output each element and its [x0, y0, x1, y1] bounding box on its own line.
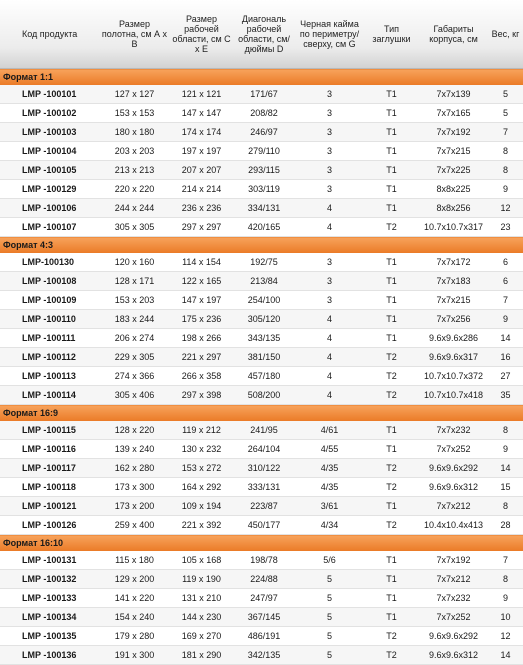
section-title: Формат 4:3	[0, 237, 523, 254]
canvas-size-cell: 153 x 203	[99, 291, 170, 310]
black-border-cell: 5	[295, 627, 364, 646]
case-dimensions-cell: 9.6x9.6x292	[419, 459, 488, 478]
diagonal-cell: 213/84	[233, 272, 295, 291]
weight-cell: 8	[488, 142, 523, 161]
cap-type-cell: T1	[364, 199, 419, 218]
black-border-cell: 4/35	[295, 478, 364, 497]
product-code-cell: LMP-100130	[0, 253, 99, 272]
case-dimensions-cell: 7x7x215	[419, 291, 488, 310]
cap-type-cell: T2	[364, 478, 419, 497]
canvas-size-cell: 305 x 305	[99, 218, 170, 237]
work-area-cell: 221 x 392	[170, 516, 233, 535]
diagonal-cell: 310/122	[233, 459, 295, 478]
table-row	[0, 329, 523, 348]
diagonal-cell: 367/145	[233, 608, 295, 627]
work-area-cell: 105 x 168	[170, 551, 233, 570]
case-dimensions-cell: 7x7x183	[419, 272, 488, 291]
black-border-cell: 3	[295, 291, 364, 310]
product-code-cell: LMP -100116	[0, 440, 99, 459]
weight-cell: 28	[488, 516, 523, 535]
work-area-cell: 164 x 292	[170, 478, 233, 497]
section-header-row	[0, 535, 523, 552]
header-case-dimensions: Габариты корпуса, см	[419, 0, 488, 69]
product-code-cell: LMP -100134	[0, 608, 99, 627]
diagonal-cell: 293/115	[233, 161, 295, 180]
weight-cell: 7	[488, 123, 523, 142]
work-area-cell: 214 x 214	[170, 180, 233, 199]
black-border-cell: 3	[295, 142, 364, 161]
case-dimensions-cell: 9.6x9.6x312	[419, 478, 488, 497]
weight-cell: 9	[488, 589, 523, 608]
black-border-cell: 5	[295, 570, 364, 589]
diagonal-cell: 171/67	[233, 85, 295, 104]
product-code-cell: LMP -100133	[0, 589, 99, 608]
product-code-cell: LMP -100118	[0, 478, 99, 497]
table-row	[0, 348, 523, 367]
black-border-cell: 4	[295, 367, 364, 386]
canvas-size-cell: 274 x 366	[99, 367, 170, 386]
table-row	[0, 497, 523, 516]
case-dimensions-cell: 7x7x192	[419, 551, 488, 570]
diagonal-cell: 246/97	[233, 123, 295, 142]
diagonal-cell: 333/131	[233, 478, 295, 497]
weight-cell: 14	[488, 459, 523, 478]
work-area-cell: 144 x 230	[170, 608, 233, 627]
weight-cell: 10	[488, 608, 523, 627]
canvas-size-cell: 220 x 220	[99, 180, 170, 199]
cap-type-cell: T1	[364, 142, 419, 161]
weight-cell: 16	[488, 348, 523, 367]
work-area-cell: 119 x 190	[170, 570, 233, 589]
weight-cell: 7	[488, 551, 523, 570]
product-code-cell: LMP -100115	[0, 421, 99, 440]
cap-type-cell: T2	[364, 646, 419, 665]
weight-cell: 8	[488, 421, 523, 440]
canvas-size-cell: 259 x 400	[99, 516, 170, 535]
work-area-cell: 221 x 297	[170, 348, 233, 367]
case-dimensions-cell: 7x7x256	[419, 310, 488, 329]
work-area-cell: 130 x 232	[170, 440, 233, 459]
case-dimensions-cell: 9.6x9.6x312	[419, 646, 488, 665]
case-dimensions-cell: 7x7x165	[419, 104, 488, 123]
product-code-cell: LMP -100105	[0, 161, 99, 180]
table-row	[0, 516, 523, 535]
table-row	[0, 459, 523, 478]
table-row	[0, 310, 523, 329]
weight-cell: 6	[488, 272, 523, 291]
black-border-cell: 3	[295, 272, 364, 291]
cap-type-cell: T1	[364, 291, 419, 310]
weight-cell: 6	[488, 253, 523, 272]
cap-type-cell: T1	[364, 421, 419, 440]
diagonal-cell: 224/88	[233, 570, 295, 589]
work-area-cell: 122 x 165	[170, 272, 233, 291]
section-header-row	[0, 405, 523, 422]
product-code-cell: LMP -100114	[0, 386, 99, 405]
case-dimensions-cell: 7x7x212	[419, 497, 488, 516]
canvas-size-cell: 213 x 213	[99, 161, 170, 180]
case-dimensions-cell: 10.7x10.7x418	[419, 386, 488, 405]
product-code-cell: LMP -100135	[0, 627, 99, 646]
weight-cell: 7	[488, 291, 523, 310]
black-border-cell: 3	[295, 180, 364, 199]
case-dimensions-cell: 7x7x232	[419, 589, 488, 608]
work-area-cell: 147 x 147	[170, 104, 233, 123]
weight-cell: 8	[488, 570, 523, 589]
product-code-cell: LMP -100132	[0, 570, 99, 589]
cap-type-cell: T1	[364, 497, 419, 516]
diagonal-cell: 241/95	[233, 421, 295, 440]
product-code-cell: LMP -100129	[0, 180, 99, 199]
work-area-cell: 121 x 121	[170, 85, 233, 104]
header-canvas-size: Размер полотна, см А х В	[99, 0, 170, 69]
weight-cell: 9	[488, 440, 523, 459]
case-dimensions-cell: 8x8x256	[419, 199, 488, 218]
cap-type-cell: T1	[364, 570, 419, 589]
table-row	[0, 142, 523, 161]
product-code-cell: LMP -100103	[0, 123, 99, 142]
work-area-cell: 169 x 270	[170, 627, 233, 646]
work-area-cell: 153 x 272	[170, 459, 233, 478]
product-code-cell: LMP -100104	[0, 142, 99, 161]
section-title: Формат 16:9	[0, 405, 523, 422]
case-dimensions-cell: 7x7x212	[419, 570, 488, 589]
table-row	[0, 291, 523, 310]
canvas-size-cell: 162 x 280	[99, 459, 170, 478]
work-area-cell: 174 x 174	[170, 123, 233, 142]
black-border-cell: 4/34	[295, 516, 364, 535]
table-row	[0, 421, 523, 440]
canvas-size-cell: 173 x 200	[99, 497, 170, 516]
canvas-size-cell: 154 x 240	[99, 608, 170, 627]
weight-cell: 14	[488, 646, 523, 665]
weight-cell: 5	[488, 85, 523, 104]
black-border-cell: 3	[295, 253, 364, 272]
product-code-cell: LMP -100110	[0, 310, 99, 329]
cap-type-cell: T1	[364, 253, 419, 272]
canvas-size-cell: 141 x 220	[99, 589, 170, 608]
table-row	[0, 367, 523, 386]
table-row	[0, 478, 523, 497]
table-row	[0, 218, 523, 237]
section-title: Формат 1:1	[0, 69, 523, 86]
diagonal-cell: 305/120	[233, 310, 295, 329]
black-border-cell: 4	[295, 329, 364, 348]
work-area-cell: 198 x 266	[170, 329, 233, 348]
canvas-size-cell: 128 x 220	[99, 421, 170, 440]
diagonal-cell: 198/78	[233, 551, 295, 570]
cap-type-cell: T1	[364, 608, 419, 627]
work-area-cell: 175 x 236	[170, 310, 233, 329]
case-dimensions-cell: 7x7x232	[419, 421, 488, 440]
table-row	[0, 123, 523, 142]
case-dimensions-cell: 9.6x9.6x292	[419, 627, 488, 646]
cap-type-cell: T2	[364, 348, 419, 367]
canvas-size-cell: 115 x 180	[99, 551, 170, 570]
diagonal-cell: 247/97	[233, 589, 295, 608]
weight-cell: 12	[488, 199, 523, 218]
product-code-cell: LMP -100107	[0, 218, 99, 237]
diagonal-cell: 486/191	[233, 627, 295, 646]
product-code-cell: LMP -100106	[0, 199, 99, 218]
diagonal-cell: 254/100	[233, 291, 295, 310]
cap-type-cell: T2	[364, 386, 419, 405]
cap-type-cell: T1	[364, 272, 419, 291]
canvas-size-cell: 305 x 406	[99, 386, 170, 405]
cap-type-cell: T1	[364, 85, 419, 104]
cap-type-cell: T2	[364, 627, 419, 646]
black-border-cell: 4	[295, 348, 364, 367]
diagonal-cell: 450/177	[233, 516, 295, 535]
canvas-size-cell: 203 x 203	[99, 142, 170, 161]
cap-type-cell: T1	[364, 310, 419, 329]
diagonal-cell: 508/200	[233, 386, 295, 405]
diagonal-cell: 303/119	[233, 180, 295, 199]
black-border-cell: 3	[295, 123, 364, 142]
table-row	[0, 386, 523, 405]
header-cap-type: Тип заглушки	[364, 0, 419, 69]
canvas-size-cell: 129 x 200	[99, 570, 170, 589]
product-code-cell: LMP -100111	[0, 329, 99, 348]
black-border-cell: 5	[295, 608, 364, 627]
work-area-cell: 236 x 236	[170, 199, 233, 218]
product-code-cell: LMP -100112	[0, 348, 99, 367]
cap-type-cell: T1	[364, 161, 419, 180]
case-dimensions-cell: 10.7x10.7x317	[419, 218, 488, 237]
case-dimensions-cell: 7x7x139	[419, 85, 488, 104]
case-dimensions-cell: 7x7x215	[419, 142, 488, 161]
product-code-cell: LMP -100121	[0, 497, 99, 516]
work-area-cell: 207 x 207	[170, 161, 233, 180]
case-dimensions-cell: 9.6x9.6x286	[419, 329, 488, 348]
black-border-cell: 4/35	[295, 459, 364, 478]
canvas-size-cell: 244 x 244	[99, 199, 170, 218]
black-border-cell: 3/61	[295, 497, 364, 516]
diagonal-cell: 420/165	[233, 218, 295, 237]
product-code-cell: LMP -100117	[0, 459, 99, 478]
case-dimensions-cell: 7x7x252	[419, 608, 488, 627]
diagonal-cell: 381/150	[233, 348, 295, 367]
canvas-size-cell: 153 x 153	[99, 104, 170, 123]
table-row	[0, 627, 523, 646]
header-work-area: Размер рабочей области, см С х Е	[170, 0, 233, 69]
canvas-size-cell: 179 x 280	[99, 627, 170, 646]
header-black-border: Черная кайма по периметру/ сверху, см G	[295, 0, 364, 69]
case-dimensions-cell: 7x7x252	[419, 440, 488, 459]
product-code-cell: LMP -100126	[0, 516, 99, 535]
diagonal-cell: 223/87	[233, 497, 295, 516]
canvas-size-cell: 229 x 305	[99, 348, 170, 367]
cap-type-cell: T2	[364, 459, 419, 478]
black-border-cell: 3	[295, 161, 364, 180]
product-code-cell: LMP -100113	[0, 367, 99, 386]
case-dimensions-cell: 7x7x225	[419, 161, 488, 180]
table-row	[0, 272, 523, 291]
black-border-cell: 4/55	[295, 440, 364, 459]
weight-cell: 9	[488, 310, 523, 329]
case-dimensions-cell: 10.7x10.7x372	[419, 367, 488, 386]
table-row	[0, 608, 523, 627]
black-border-cell: 5	[295, 589, 364, 608]
weight-cell: 23	[488, 218, 523, 237]
product-code-cell: LMP -100109	[0, 291, 99, 310]
cap-type-cell: T1	[364, 123, 419, 142]
diagonal-cell: 208/82	[233, 104, 295, 123]
product-code-cell: LMP -100102	[0, 104, 99, 123]
diagonal-cell: 192/75	[233, 253, 295, 272]
canvas-size-cell: 180 x 180	[99, 123, 170, 142]
table-row	[0, 180, 523, 199]
black-border-cell: 5/6	[295, 551, 364, 570]
section-header-row	[0, 237, 523, 254]
product-code-cell: LMP -100131	[0, 551, 99, 570]
table-row	[0, 104, 523, 123]
weight-cell: 35	[488, 386, 523, 405]
diagonal-cell: 457/180	[233, 367, 295, 386]
black-border-cell: 5	[295, 646, 364, 665]
case-dimensions-cell: 8x8x225	[419, 180, 488, 199]
black-border-cell: 4/61	[295, 421, 364, 440]
diagonal-cell: 343/135	[233, 329, 295, 348]
weight-cell: 5	[488, 104, 523, 123]
weight-cell: 9	[488, 180, 523, 199]
work-area-cell: 147 x 197	[170, 291, 233, 310]
black-border-cell: 4	[295, 199, 364, 218]
canvas-size-cell: 139 x 240	[99, 440, 170, 459]
canvas-size-cell: 127 x 127	[99, 85, 170, 104]
work-area-cell: 109 x 194	[170, 497, 233, 516]
black-border-cell: 4	[295, 218, 364, 237]
cap-type-cell: T1	[364, 180, 419, 199]
table-row	[0, 570, 523, 589]
cap-type-cell: T2	[364, 516, 419, 535]
work-area-cell: 266 x 358	[170, 367, 233, 386]
black-border-cell: 4	[295, 310, 364, 329]
cap-type-cell: T1	[364, 589, 419, 608]
canvas-size-cell: 120 x 160	[99, 253, 170, 272]
product-code-cell: LMP -100101	[0, 85, 99, 104]
cap-type-cell: T1	[364, 440, 419, 459]
section-header-row	[0, 69, 523, 86]
work-area-cell: 197 x 197	[170, 142, 233, 161]
product-code-cell: LMP -100136	[0, 646, 99, 665]
table-row	[0, 253, 523, 272]
table-row	[0, 199, 523, 218]
table-row	[0, 646, 523, 665]
header-diagonal: Диагональ рабочей области, см/дюймы D	[233, 0, 295, 69]
diagonal-cell: 342/135	[233, 646, 295, 665]
weight-cell: 8	[488, 497, 523, 516]
table-row	[0, 161, 523, 180]
work-area-cell: 131 x 210	[170, 589, 233, 608]
weight-cell: 12	[488, 627, 523, 646]
work-area-cell: 297 x 398	[170, 386, 233, 405]
canvas-size-cell: 206 x 274	[99, 329, 170, 348]
black-border-cell: 3	[295, 85, 364, 104]
case-dimensions-cell: 10.4x10.4x413	[419, 516, 488, 535]
product-code-cell: LMP -100108	[0, 272, 99, 291]
work-area-cell: 297 x 297	[170, 218, 233, 237]
cap-type-cell: T2	[364, 367, 419, 386]
case-dimensions-cell: 9.6x9.6x317	[419, 348, 488, 367]
cap-type-cell: T2	[364, 218, 419, 237]
table-row	[0, 589, 523, 608]
canvas-size-cell: 173 x 300	[99, 478, 170, 497]
section-title: Формат 16:10	[0, 535, 523, 552]
work-area-cell: 119 x 212	[170, 421, 233, 440]
cap-type-cell: T1	[364, 104, 419, 123]
table-row	[0, 440, 523, 459]
work-area-cell: 181 x 290	[170, 646, 233, 665]
black-border-cell: 3	[295, 104, 364, 123]
case-dimensions-cell: 7x7x192	[419, 123, 488, 142]
table-row	[0, 85, 523, 104]
canvas-size-cell: 128 x 171	[99, 272, 170, 291]
diagonal-cell: 334/131	[233, 199, 295, 218]
header-row	[0, 0, 523, 69]
case-dimensions-cell: 7x7x172	[419, 253, 488, 272]
header-weight: Вес, кг	[488, 0, 523, 69]
weight-cell: 14	[488, 329, 523, 348]
cap-type-cell: T1	[364, 551, 419, 570]
weight-cell: 8	[488, 161, 523, 180]
black-border-cell: 4	[295, 386, 364, 405]
weight-cell: 15	[488, 478, 523, 497]
table-row	[0, 551, 523, 570]
header-product-code: Код продукта	[0, 0, 99, 69]
work-area-cell: 114 x 154	[170, 253, 233, 272]
diagonal-cell: 264/104	[233, 440, 295, 459]
cap-type-cell: T1	[364, 329, 419, 348]
canvas-size-cell: 191 x 300	[99, 646, 170, 665]
canvas-size-cell: 183 x 244	[99, 310, 170, 329]
weight-cell: 27	[488, 367, 523, 386]
diagonal-cell: 279/110	[233, 142, 295, 161]
